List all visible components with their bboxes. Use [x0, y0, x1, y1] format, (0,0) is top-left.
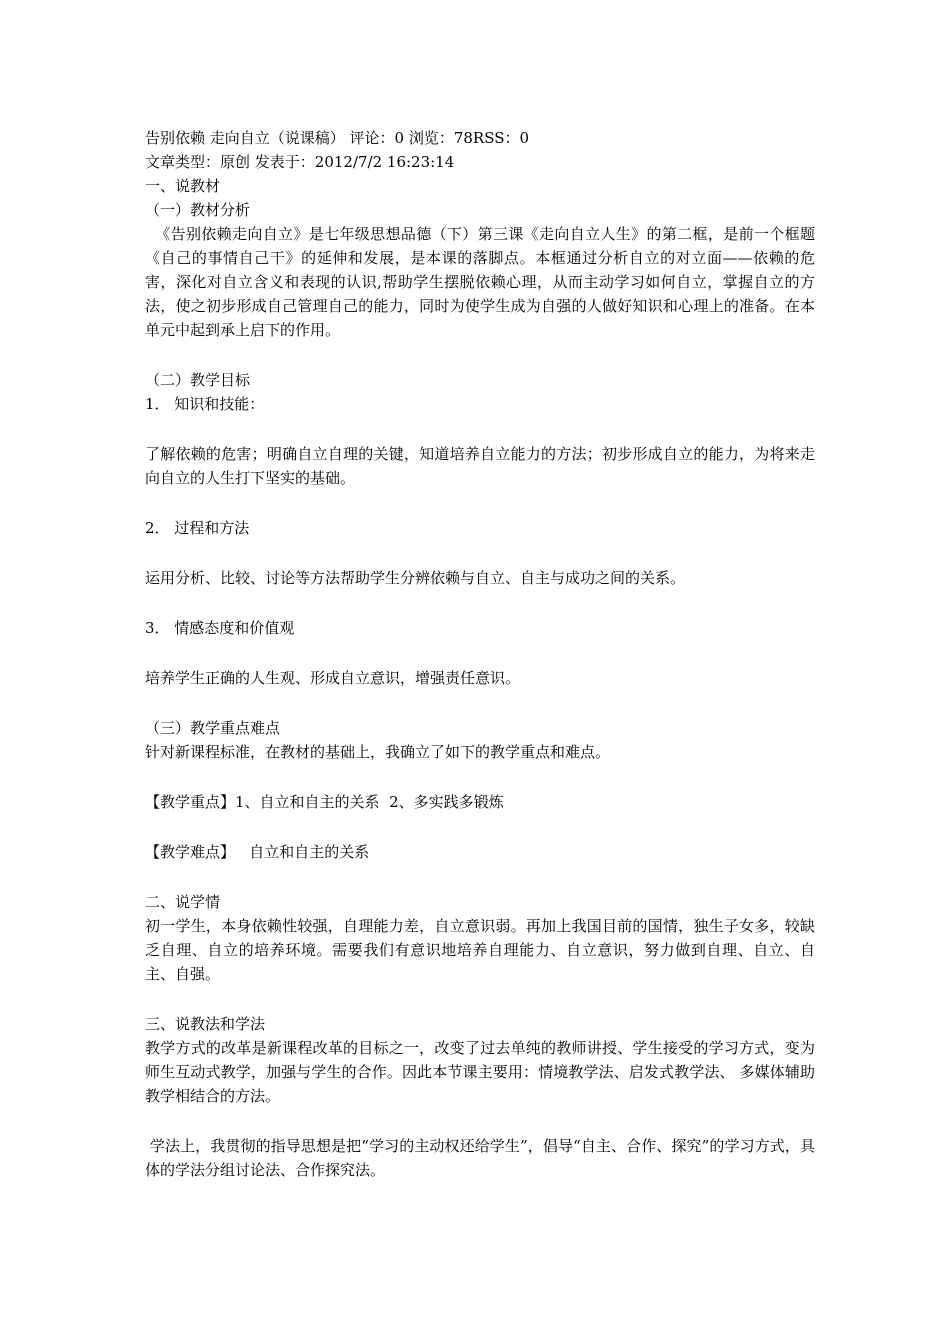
spacer — [145, 764, 815, 790]
goal-knowledge-text: 了解依赖的危害；明确自立自理的关键，知道培养自立能力的方法；初步形成自立的能力，为将来走向自立的人生打下坚实的基础。 — [145, 445, 815, 487]
spacer — [145, 864, 815, 890]
section-heading-students: 二、说学情 — [145, 893, 221, 911]
teaching-difficulty: 【教学难点】 自立和自主的关系 — [145, 843, 370, 861]
teaching-methods-paragraph: 教学方式的改革是新课程改革的目标之一，改变了过去单纯的教师讲授、学生接受的学习方式，变为师生互动式教学，加强与学生的合作。因此本节课主要用：情境教学法、启发式教学法、 多媒体辅助教学相结合的方法。 — [145, 1039, 815, 1105]
goal-values-title: 3． 情感态度和价值观 — [145, 619, 295, 637]
goal-process-title: 2． 过程和方法 — [145, 519, 250, 537]
students-paragraph: 初一学生，本身依赖性较强，自理能力差，自立意识弱。再加上我国目前的国情，独生子女多，较缺乏自理、自立的培养环境。需要我们有意识地培养自理能力、自立意识，努力做到自理、自立、自主、自强。 — [145, 917, 815, 983]
article-title-line: 告别依赖 走向自立（说课稿） 评论：0 浏览：78RSS：0 — [145, 129, 530, 147]
spacer — [145, 590, 815, 616]
section-heading-textbook: 一、说教材 — [145, 177, 221, 195]
subheading-key-points: （三）教学重点难点 — [145, 719, 281, 737]
article-meta-line: 文章类型：原创 发表于：2012/7/2 16:23:14 — [145, 153, 455, 171]
subheading-textbook-analysis: （一）教材分析 — [145, 201, 251, 219]
document-body — [145, 126, 815, 1182]
spacer — [145, 1108, 815, 1134]
spacer — [145, 490, 815, 516]
spacer — [145, 342, 815, 368]
key-points-intro: 针对新课程标准，在教材的基础上，我确立了如下的教学重点和难点。 — [145, 743, 611, 761]
spacer — [145, 540, 815, 566]
spacer — [145, 690, 815, 716]
spacer — [145, 814, 815, 840]
textbook-analysis-paragraph: 《告别依赖走向自立》是七年级思想品德（下）第三课《走向自立人生》的第二框，是前一个框题《自己的事情自己干》的延伸和发展，是本课的落脚点。本框通过分析自立的对立面——依赖的危害，深化对自立含义和表现的认识,帮助学生摆脱依赖心理，从而主动学习如何自立，掌握自立的方法，使之初步形成自己管理自己的能力，同时为使学生成为自强的人做好知识和心理上的准备。在本单元中起到承上启下的作用。 — [145, 225, 815, 339]
goal-process-text: 运用分析、比较、讨论等方法帮助学生分辨依赖与自立、自主与成功之间的关系。 — [145, 569, 686, 587]
learning-methods-paragraph: 学法上，我贯彻的指导思想是把“学习的主动权还给学生”，倡导“自主、合作、探究”的学习方式，具体的学法分组讨论法、合作探究法。 — [145, 1137, 815, 1179]
spacer — [145, 640, 815, 666]
section-heading-methods: 三、说教法和学法 — [145, 1015, 266, 1033]
subheading-teaching-goals: （二）教学目标 — [145, 371, 251, 389]
teaching-key-points: 【教学重点】1、自立和自主的关系 2、多实践多锻炼 — [145, 793, 504, 811]
goal-values-text: 培养学生正确的人生观、形成自立意识，增强责任意识。 — [145, 669, 521, 687]
spacer — [145, 986, 815, 1012]
spacer — [145, 416, 815, 442]
goal-knowledge-title: 1． 知识和技能： — [145, 395, 265, 413]
